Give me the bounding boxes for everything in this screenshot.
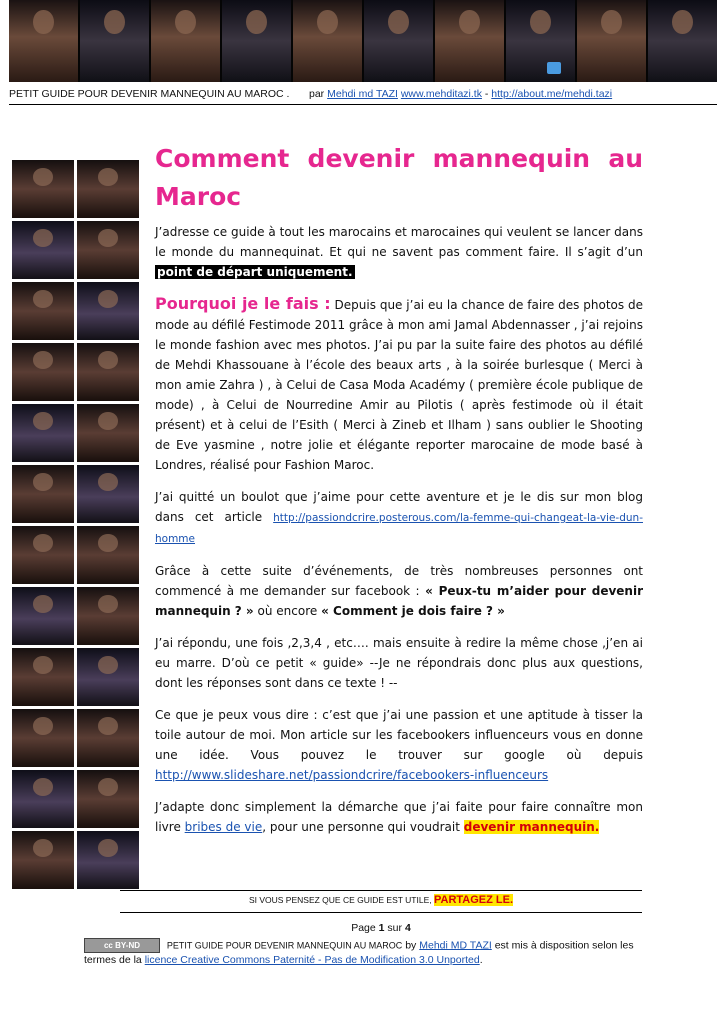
why-heading: Pourquoi je le fais : xyxy=(155,294,331,313)
why-paragraph: Pourquoi je le fais : Depuis que j’ai eu la chance de faire des photos de mode au défilé Festimode 2011 grâce à mon ami Jamal Abdennasser , j’ai rejoins le monde fashion avec mes photos. J’ai pu par la suite faire des photos au défilé de Mehdi Khassouane à l’école des beaux arts , à la soirée burlesque ( Merci à mon amie Zahra ) , à Celui de Casa Moda Académy ( première école publique de mode) , à Celui de Nourredine Amir au Pilotis ( après festimode où il était présent) et à celui de l’Esith ( Merci à Zineb et Ilham ) sans oublier le Shooting de Eve yasmine , notre jolie et élégante reporter marocaine de mode basé à Londres, réalisé pour Fashion Maroc. xyxy=(155,294,643,472)
banner-photo xyxy=(648,0,717,82)
banner-photo xyxy=(80,0,149,82)
guide-title: PETIT GUIDE POUR DEVENIR MANNEQUIN AU MAROC . xyxy=(9,88,290,100)
header-rule xyxy=(9,104,717,105)
side-photo xyxy=(77,587,139,645)
side-photo xyxy=(77,282,139,340)
banner-photo xyxy=(293,0,362,82)
footer-rule-2 xyxy=(120,912,642,913)
side-photo xyxy=(12,526,74,584)
side-photo xyxy=(12,343,74,401)
banner-photo xyxy=(435,0,504,82)
side-photo xyxy=(77,831,139,889)
answer-paragraph: J’ai répondu, une fois ,2,3,4 , etc…. mais ensuite à redire la même chose ,j’en ai eu marre. D’où ce petit « guide» --Je ne répondrais donc plus aux questions, dont les réponses sont dans ce texte ! -- xyxy=(155,636,643,690)
license-author-link[interactable]: Mehdi MD TAZI xyxy=(419,939,492,952)
blog-article-link[interactable]: http://passiondcrire.posterous.com/la-femme-qui-changeat-la-vie-dun-homme xyxy=(155,512,643,545)
book-link[interactable]: bribes de vie xyxy=(184,820,263,834)
side-photo xyxy=(77,221,139,279)
side-photo xyxy=(12,404,74,462)
camera-icon xyxy=(547,62,561,74)
side-photo xyxy=(12,465,74,523)
side-photo xyxy=(12,221,74,279)
side-photo xyxy=(12,587,74,645)
intro-paragraph: J’adresse ce guide à tout les marocains et marocaines qui veulent se lancer dans le monde du mannequinat. Et qui ne savent pas comment faire. Il s’agit d’un point de départ uniquement. xyxy=(155,225,643,279)
banner-photo xyxy=(364,0,433,82)
header-line xyxy=(9,86,717,102)
adapt-paragraph: J’adapte donc simplement la démarche que j’ai faite pour faire connaître mon livre bribes de vie, pour une personne qui voudrait devenir mannequin. xyxy=(155,800,643,834)
article-body xyxy=(155,140,643,849)
intro-highlight: point de départ uniquement. xyxy=(157,265,353,279)
side-photo xyxy=(77,526,139,584)
side-photo xyxy=(77,648,139,706)
side-photo xyxy=(77,465,139,523)
share-line: SI VOUS PENSEZ QUE CE GUIDE EST UTILE, PARTAGEZ LE. xyxy=(248,894,514,906)
banner-photo xyxy=(9,0,78,82)
banner-photo xyxy=(577,0,646,82)
events-paragraph: Grâce à cette suite d’événements, de très nombreuses personnes ont commencé à me demander sur facebook : « Peux-tu m’aider pour devenir mannequin ? » où encore « Comment je dois faire ? » xyxy=(155,564,643,618)
license-notice: cc BY-ND PETIT GUIDE POUR DEVENIR MANNEQUIN AU MAROC by Mehdi MD TAZI est mis à disposition selon les termes de la licence Creative Commons Paternité - Pas de Modification 3.0 Unported. xyxy=(84,939,634,966)
share-cta: PARTAGEZ LE. xyxy=(433,894,514,906)
side-photo xyxy=(12,282,74,340)
side-photo xyxy=(12,648,74,706)
side-photo xyxy=(12,831,74,889)
side-photo xyxy=(77,343,139,401)
question-1: « Peux-tu m’aider pour devenir mannequin ? » xyxy=(155,584,643,618)
side-photo-strip xyxy=(12,160,139,882)
site2-link[interactable]: http://about.me/mehdi.tazi xyxy=(491,88,613,100)
banner-photo xyxy=(222,0,291,82)
question-2: « Comment je dois faire ? » xyxy=(321,604,505,618)
slideshare-link[interactable]: http://www.slideshare.net/passiondcrire/facebookers-influenceurs xyxy=(155,768,549,782)
footer-rule xyxy=(120,890,642,891)
passion-paragraph: Ce que je peux vous dire : c’est que j’ai une passion et une aptitude à tisser la toile autour de moi. Mon article sur les facebookers influenceurs vous en donne une idée. Vous pouvez le trouver sur google où depuis http://www.slideshare.net/passiondcrire/facebookers-influenceurs xyxy=(155,708,643,782)
banner-photo xyxy=(151,0,220,82)
article-title: Comment devenir mannequin au Maroc xyxy=(155,144,643,211)
license-link[interactable]: licence Creative Commons Paternité - Pas de Modification 3.0 Unported xyxy=(144,954,480,966)
side-photo xyxy=(77,160,139,218)
cc-by-nd-badge[interactable]: cc BY-ND xyxy=(84,938,160,953)
side-photo xyxy=(77,404,139,462)
banner-photo xyxy=(506,0,575,82)
author-line: par Mehdi md TAZI www.mehditazi.tk - http://about.me/mehdi.tazi xyxy=(309,88,613,100)
side-photo xyxy=(12,709,74,767)
side-photo xyxy=(77,770,139,828)
side-photo xyxy=(77,709,139,767)
side-photo xyxy=(12,770,74,828)
side-photo xyxy=(12,160,74,218)
adapt-highlight: devenir mannequin. xyxy=(463,820,600,834)
author-link[interactable]: Mehdi md TAZI xyxy=(327,88,398,100)
photo-banner xyxy=(9,0,717,82)
site1-link[interactable]: www.mehditazi.tk xyxy=(400,88,482,100)
page-number: Page 1 sur 4 xyxy=(351,922,411,934)
quit-paragraph: J’ai quitté un boulot que j’aime pour cette aventure et je le dis sur mon blog dans cet article http://passiondcrire.posterous.com/la-femme-qui-changeat-la-vie-dun-homme xyxy=(155,490,643,545)
